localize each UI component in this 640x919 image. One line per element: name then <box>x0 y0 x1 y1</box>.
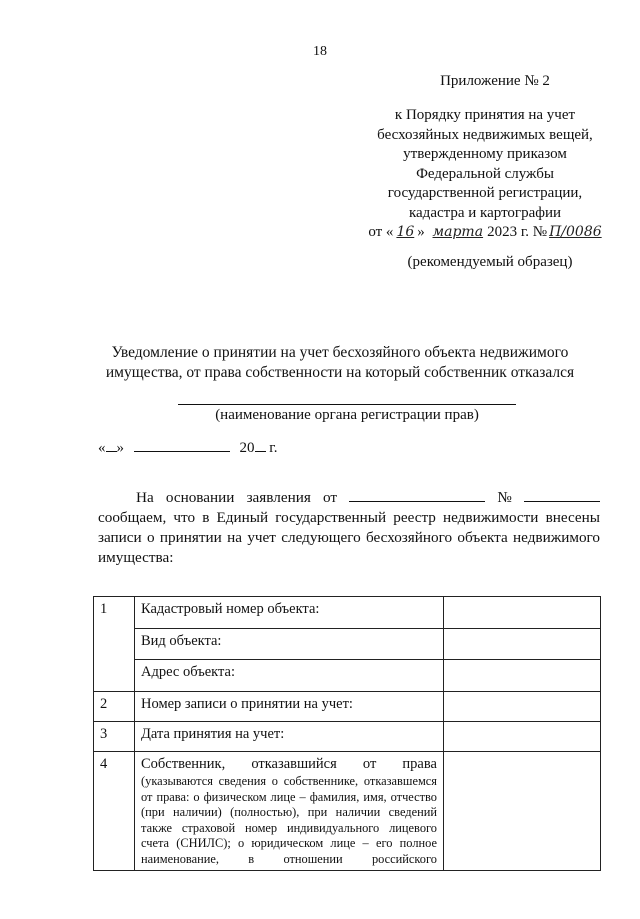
year-blank <box>255 438 266 452</box>
handwritten-day: 16 <box>396 224 415 240</box>
reference-line: к Порядку принятия на учет <box>394 107 576 123</box>
owner-word: наименование, <box>141 851 219 866</box>
cadastral-number-label: Кадастровый номер объекта: <box>135 597 444 629</box>
page-number: 18 <box>313 44 327 59</box>
paragraph-line: имущества: <box>98 549 174 566</box>
object-info-table <box>93 596 601 871</box>
owner-note-line: от права: о физическом лице – фамилия, имя, отчество <box>141 789 437 804</box>
reference-line: кадастра и картографии <box>408 204 562 221</box>
reference-line: бесхозяйных недвижимых вещей, <box>377 126 593 143</box>
owner-word: в <box>248 851 255 866</box>
owner-note <box>141 774 437 868</box>
day-blank <box>106 438 117 452</box>
owner-note-line: (указываются сведения о собственнике, отказавшемся <box>141 774 437 788</box>
owner-refused-label <box>141 756 437 773</box>
notice-title <box>80 343 600 383</box>
object-address-value <box>444 660 601 692</box>
table-row <box>94 752 601 871</box>
table-row <box>94 692 601 722</box>
row-number: 2 <box>94 692 135 722</box>
date-mid: » <box>417 224 425 240</box>
row-number: 3 <box>94 722 135 752</box>
notice-title-line: имущества, от права собственности на который собственник отказался <box>105 364 575 381</box>
owner-note-line: (при наличии) (полностью), при наличии сведений <box>141 805 437 820</box>
cadastral-number-value <box>444 597 601 629</box>
application-number-blank <box>524 488 600 502</box>
row-number: 4 <box>94 752 135 871</box>
authority-name-blank <box>178 404 516 405</box>
owner-note-line: счета (СНИЛС); о юридическом лице – его полное <box>141 836 437 851</box>
appendix-title: Приложение № 2 <box>440 73 550 89</box>
paragraph-word: от <box>322 489 338 506</box>
paragraph-word: основании <box>165 489 235 506</box>
number-sign: № <box>497 489 512 506</box>
object-type-value <box>444 628 601 660</box>
month-blank <box>134 438 230 452</box>
table-row <box>94 597 601 629</box>
paragraph-line <box>98 488 600 508</box>
owner-word: отношении <box>283 851 343 866</box>
handwritten-month: марта <box>432 224 484 240</box>
paragraph-word: На <box>136 489 154 506</box>
owner-refused-value <box>444 752 601 871</box>
recommended-sample-note: (рекомендуемый образец) <box>407 254 573 270</box>
object-address-label: Адрес объекта: <box>135 660 444 692</box>
owner-word: от <box>362 756 377 772</box>
owner-word: права <box>402 756 437 772</box>
paragraph-word: заявления <box>246 489 311 506</box>
table-row <box>94 722 601 752</box>
row-number: 1 <box>94 597 135 692</box>
reference-line: государственной регистрации, <box>387 185 583 201</box>
owner-word: отказавшийся <box>251 756 337 772</box>
table-row <box>94 628 601 660</box>
owner-word: Собственник, <box>141 756 226 772</box>
notice-title-line: Уведомление о принятии на учет бесхозяйного объекта недвижимого <box>111 344 569 361</box>
notice-date-blank <box>98 438 277 457</box>
paragraph-line: сообщаем, что в Единый государственный реестр недвижимости внесены <box>98 509 600 526</box>
date-century: 20 <box>239 440 255 456</box>
notice-paragraph <box>98 488 600 568</box>
record-number-value <box>444 692 601 722</box>
handwritten-order-number: П/0086 <box>549 224 602 240</box>
registration-date-label: Дата принятия на учет: <box>135 722 444 752</box>
date-open-quote: « <box>98 440 106 456</box>
table-row <box>94 660 601 692</box>
date-prefix: от « <box>368 224 394 240</box>
object-type-label: Вид объекта: <box>135 628 444 660</box>
date-suffix: г. <box>265 440 278 456</box>
application-date-blank <box>349 488 485 502</box>
owner-note-line: также страховой номер индивидуального лицевого <box>141 820 437 835</box>
reference-line: Федеральной службы <box>416 165 554 182</box>
paragraph-line: записи о принятии на учет следующего бесхозяйного объекта недвижимого <box>98 529 600 546</box>
record-number-label: Номер записи о принятии на учет: <box>135 692 444 722</box>
date-close-quote: » <box>116 440 124 456</box>
registration-date-value <box>444 722 601 752</box>
order-date-line <box>360 223 610 243</box>
date-year: 2023 г. № <box>487 224 548 240</box>
authority-caption: (наименование органа регистрации прав) <box>215 407 479 423</box>
appendix-reference <box>360 106 610 243</box>
owner-word: российского <box>371 851 437 866</box>
reference-line: утвержденному приказом <box>403 146 567 162</box>
owner-note-line <box>141 852 437 868</box>
owner-refused-cell <box>135 752 444 871</box>
